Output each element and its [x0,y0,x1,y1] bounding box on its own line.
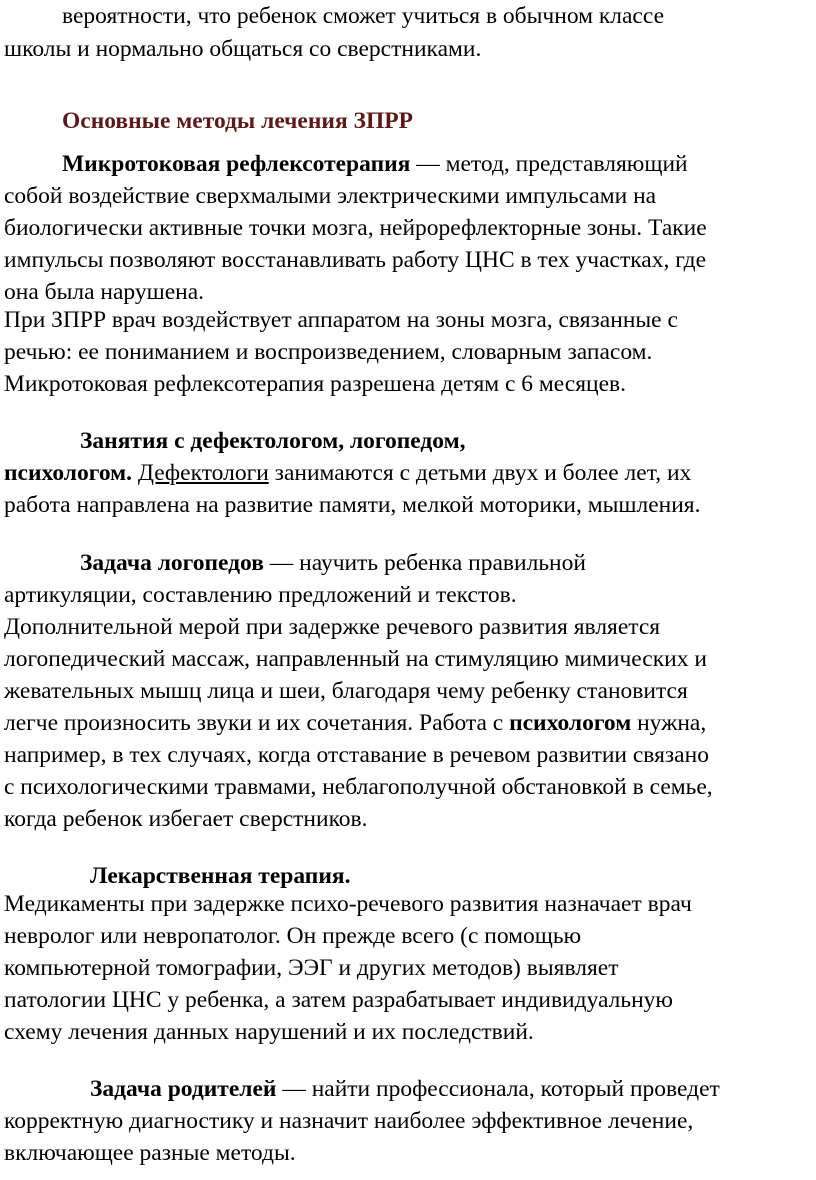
classes-line-3: работа направлена на развитие памяти, мелкой моторики, мышления. [4,492,701,518]
micro-line-2: собой воздействие сверхмалыми электрическими импульсами на [4,183,657,209]
classes-title: Занятия с дефектологом, логопедом, [80,428,466,454]
drug-line-1: Медикаменты при задержке психо-речевого развития назначает врач [4,891,692,917]
micro-line-1 [62,150,688,178]
section-heading: Основные методы лечения ЗПРР [62,108,413,134]
parents-term: Задача родителей [90,1076,277,1102]
micro-line-3: биологически активные точки мозга, нейрорефлекторные зоны. Такие [4,215,707,241]
drug-line-5: схему лечения данных нарушений и их последствий. [4,1019,534,1045]
intro-line-2: школы и нормально общаться со сверстниками. [4,36,482,62]
logoped-line-8: с психологическими травмами, неблагополучной обстановкой в семье, [4,774,713,800]
drug-line-4: патологии ЦНС у ребенка, а затем разрабатывает индивидуальную [4,987,673,1013]
micro-line-6: При ЗПРР врач воздействует аппаратом на зоны мозга, связанные с [4,307,678,333]
drug-line-2: невролог или невропатолог. Он прежде всего (с помощью [4,923,582,949]
logoped-line-5: жевательных мышц лица и шеи, благодаря чему ребенку становится [4,678,688,704]
psychologist-term: психологом [509,710,632,736]
logoped-line-7: например, в тех случаях, когда отставание в речевом развитии связано [4,742,709,768]
drug-title: Лекарственная терапия. [90,863,351,889]
logoped-line-9: когда ребенок избегает сверстников. [4,806,368,832]
logoped-line-3: Дополнительной мерой при задержке речевого развития является [4,614,661,640]
parents-line-3: включающее разные методы. [4,1140,296,1166]
micro-line-1-rest: — метод, представляющий [410,151,688,177]
logoped-line-6-start: легче произносить звуки и их сочетания. Работа с [4,710,510,736]
parents-line-2: корректную диагностику и назначит наиболее эффективное лечение, [4,1108,694,1134]
micro-term: Микротоковая рефлексотерапия [62,151,411,177]
parents-line-1 [90,1075,720,1103]
drug-title-line [90,862,350,890]
logoped-line-4: логопедический массаж, направленный на стимуляцию мимических и [4,646,707,672]
defectologists-link[interactable]: Дефектологи [137,460,269,486]
drug-line-3: компьютерной томографии, ЭЭГ и других методов) выявляет [4,955,619,981]
logoped-term: Задача логопедов [80,550,264,576]
logoped-line-2: артикуляции, составлению предложений и текстов. [4,582,517,608]
logoped-line-1-rest: — научить ребенка правильной [263,550,586,576]
logoped-line-6-end: нужна, [631,710,707,736]
classes-title-end: психологом. [4,460,133,486]
logoped-line-1 [80,549,586,577]
micro-line-5: она была нарушена. [4,279,205,305]
parents-line-1-rest: — найти профессионала, который проведет [276,1076,720,1102]
intro-line-1: вероятности, что ребенок сможет учиться в обычном классе [62,3,665,29]
micro-line-8: Микротоковая рефлексотерапия разрешена детям с 6 месяцев. [4,371,627,397]
classes-line-2 [4,459,691,487]
logoped-line-6 [4,709,706,737]
classes-title-line-1 [80,427,465,455]
micro-line-7: речью: ее пониманием и воспроизведением, словарным запасом. [4,339,653,365]
micro-line-4: импульсы позволяют восстанавливать работу ЦНС в тех участках, где [4,247,707,273]
classes-line-2-rest: занимаются с детьми двух и более лет, их [268,460,692,486]
